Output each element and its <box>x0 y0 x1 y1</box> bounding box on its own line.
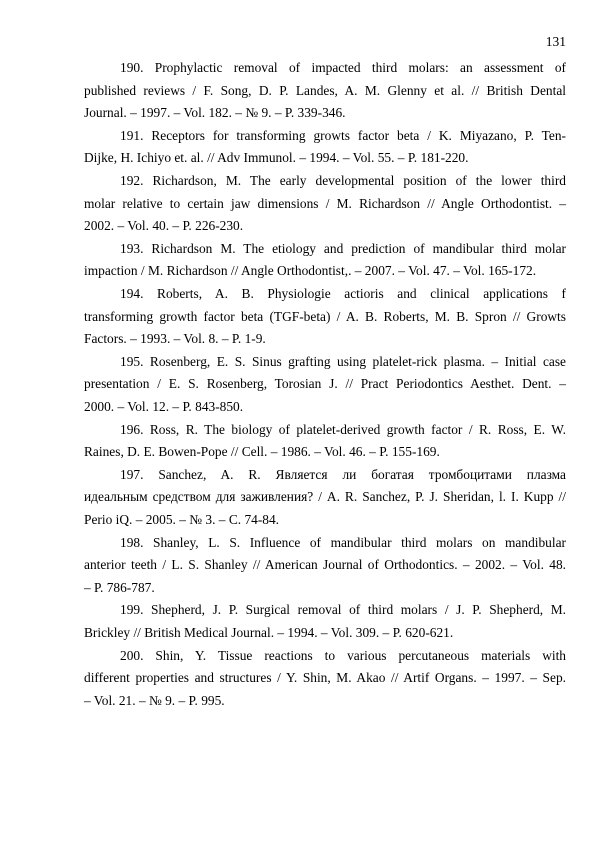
reference-item <box>84 57 566 125</box>
reference-item <box>84 170 566 238</box>
reference-line: Raines, D. E. Bowen-Pope // Cell. – 1986. – Vol. 46. – P. 155-169. <box>84 444 440 460</box>
reference-line: 197. Sanchez, A. R. Является ли богатая тромбоцитами плазма <box>120 466 566 482</box>
reference-line: 200. Shin, Y. Tissue reactions to various percutaneous materials with <box>120 647 566 663</box>
reference-line: 191. Receptors for transforming growts factor beta / K. Miyazano, P. Ten- <box>120 127 566 143</box>
reference-line: different properties and structures / Y. Shin, M. Akao // Artif Organs. – 1997. – Sep. <box>84 670 566 686</box>
reference-line: 194. Roberts, A. B. Physiologie actioris and clinical applications f <box>120 285 566 301</box>
reference-list <box>84 57 566 712</box>
reference-line: Journal. – 1997. – Vol. 182. – № 9. – P. 339-346. <box>84 105 346 121</box>
reference-line: anterior teeth / L. S. Shanley // American Journal of Orthodontics. – 2002. – Vol. 48. <box>84 557 566 573</box>
reference-line: 198. Shanley, L. S. Influence of mandibular third molars on mandibular <box>120 534 566 550</box>
reference-line: presentation / E. S. Rosenberg, Torosian J. // Pract Periodontics Aesthet. Dent. – <box>84 376 566 392</box>
reference-item <box>84 351 566 419</box>
reference-item <box>84 645 566 713</box>
reference-line: 190. Prophylactic removal of impacted third molars: an assessment of <box>120 60 566 75</box>
reference-line: 2002. – Vol. 40. – P. 226-230. <box>84 218 244 234</box>
reference-line: 195. Rosenberg, E. S. Sinus grafting using platelet-rick plasma. – Initial case <box>120 353 566 369</box>
reference-line: Factors. – 1993. – Vol. 8. – P. 1-9. <box>84 331 266 347</box>
reference-line: 196. Ross, R. The biology of platelet-derived growth factor / R. Ross, E. W. <box>120 421 566 437</box>
reference-line: Dijke, H. Ichiyo et. al. // Adv Immunol. – 1994. – Vol. 55. – P. 181-220. <box>84 150 469 166</box>
reference-line: 192. Richardson, M. The early developmental position of the lower third <box>120 172 566 188</box>
reference-line: 199. Shepherd, J. P. Surgical removal of third molars / J. P. Shepherd, M. <box>120 602 566 618</box>
reference-line: published reviews / F. Song, D. P. Landes, A. M. Glenny et al. // British Dental <box>84 82 566 98</box>
reference-line: molar relative to certain jaw dimensions / M. Richardson // Angle Orthodontist. – <box>84 195 566 211</box>
reference-item <box>84 283 566 351</box>
reference-item <box>84 125 566 170</box>
reference-line: transforming growth factor beta (TGF-beta) / A. B. Roberts, M. B. Spron // Growts <box>84 308 566 324</box>
reference-line: – Vol. 21. – № 9. – P. 995. <box>84 692 225 708</box>
reference-line: Perio iQ. – 2005. – № 3. – С. 74-84. <box>84 511 280 527</box>
reference-line: – P. 786-787. <box>84 579 155 595</box>
reference-line: Brickley // British Medical Journal. – 1994. – Vol. 309. – P. 620-621. <box>84 624 454 640</box>
reference-line: 193. Richardson M. The etiology and prediction of mandibular third molar <box>120 240 566 256</box>
page-number: 131 <box>545 34 566 49</box>
reference-line: 2000. – Vol. 12. – P. 843-850. <box>84 398 244 414</box>
reference-item <box>84 464 566 532</box>
reference-line: impaction / M. Richardson // Angle Orthodontist,. – 2007. – Vol. 47. – Vol. 165-172. <box>84 263 537 279</box>
reference-item <box>84 532 566 600</box>
reference-item <box>84 599 566 644</box>
reference-line: идеальным средством для заживления? / A. R. Sanchez, P. J. Sheridan, l. I. Kupp // <box>84 489 566 505</box>
reference-item <box>84 419 566 464</box>
reference-item <box>84 238 566 283</box>
